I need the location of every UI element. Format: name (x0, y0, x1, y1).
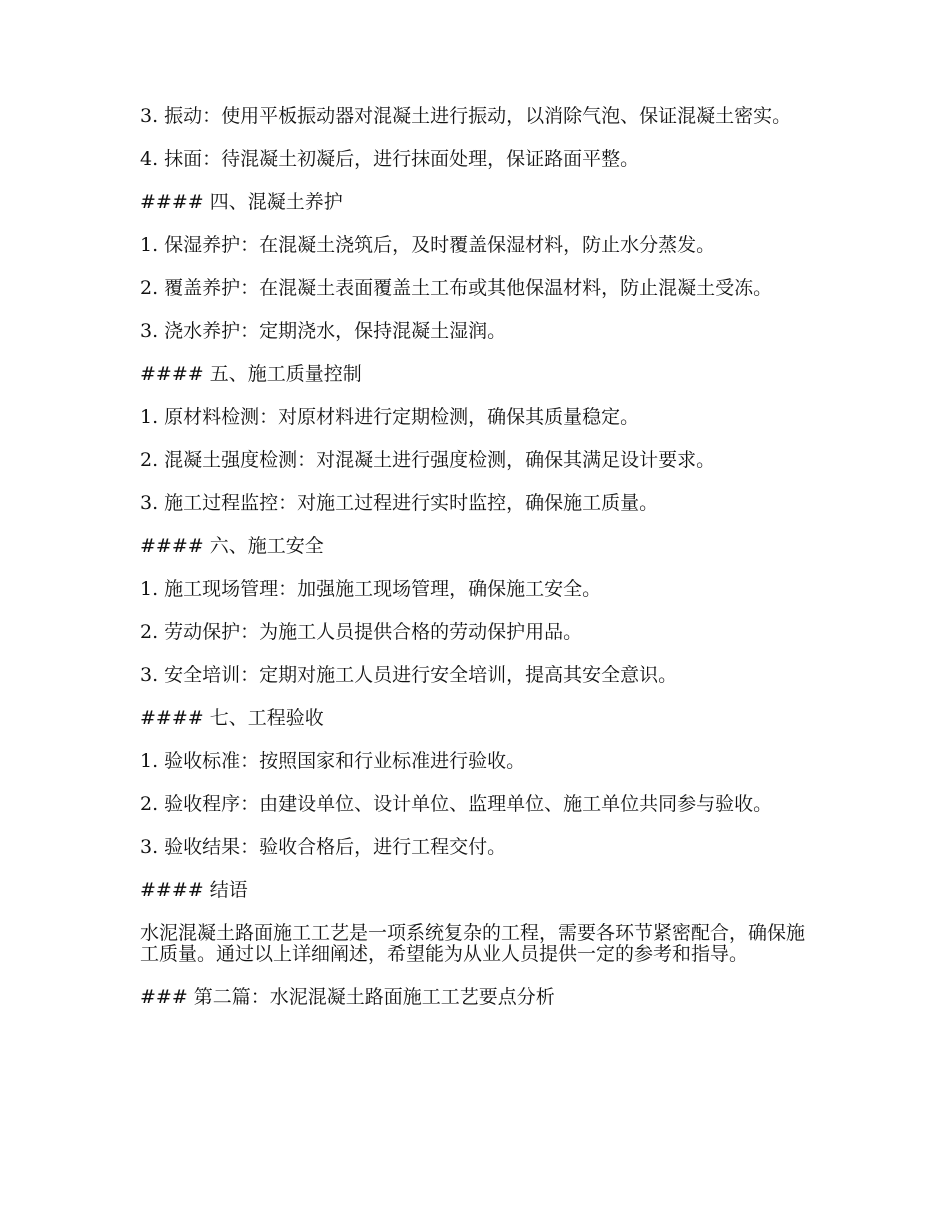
list-item-cover-curing: 2. 覆盖养护：在混凝土表面覆盖土工布或其他保温材料，防止混凝土受冻。 (140, 277, 773, 299)
section-heading-quality-control: #### 五、施工质量控制 (140, 363, 362, 385)
section-heading-acceptance: #### 七、工程验收 (140, 707, 324, 729)
list-item-strength-testing: 2. 混凝土强度检测：对混凝土进行强度检测，确保其满足设计要求。 (140, 449, 716, 471)
list-item-site-management: 1. 施工现场管理：加强施工现场管理，确保施工安全。 (140, 578, 602, 600)
list-item-process-monitoring: 3. 施工过程监控：对施工过程进行实时监控，确保施工质量。 (140, 492, 659, 514)
chapter-heading-part-two: ### 第二篇：水泥混凝土路面施工工艺要点分析 (140, 986, 555, 1008)
conclusion-paragraph: 水泥混凝土路面施工工艺是一项系统复杂的工程，需要各环节紧密配合，确保施工质量。通过以上详细阐述，希望能为从业人员提供一定的参考和指导。 (140, 922, 806, 965)
list-item-moist-curing: 1. 保湿养护：在混凝土浇筑后，及时覆盖保湿材料，防止水分蒸发。 (140, 234, 716, 256)
section-heading-curing: #### 四、混凝土养护 (140, 191, 343, 213)
list-item-troweling: 4. 抹面：待混凝土初凝后，进行抹面处理，保证路面平整。 (140, 148, 640, 170)
section-heading-conclusion: #### 结语 (140, 879, 248, 901)
document-page (140, 106, 812, 1030)
list-item-water-curing: 3. 浇水养护：定期浇水，保持混凝土湿润。 (140, 320, 507, 342)
list-item-vibration: 3. 振动：使用平板振动器对混凝土进行振动，以消除气泡、保证混凝土密实。 (140, 105, 792, 127)
list-item-acceptance-standard: 1. 验收标准：按照国家和行业标准进行验收。 (140, 750, 526, 772)
list-item-acceptance-result: 3. 验收结果：验收合格后，进行工程交付。 (140, 836, 507, 858)
list-item-safety-training: 3. 安全培训：定期对施工人员进行安全培训，提高其安全意识。 (140, 664, 678, 686)
list-item-material-testing: 1. 原材料检测：对原材料进行定期检测，确保其质量稳定。 (140, 406, 640, 428)
list-item-labor-protection: 2. 劳动保护：为施工人员提供合格的劳动保护用品。 (140, 621, 583, 643)
section-heading-safety: #### 六、施工安全 (140, 535, 324, 557)
list-item-acceptance-procedure: 2. 验收程序：由建设单位、设计单位、监理单位、施工单位共同参与验收。 (140, 793, 773, 815)
